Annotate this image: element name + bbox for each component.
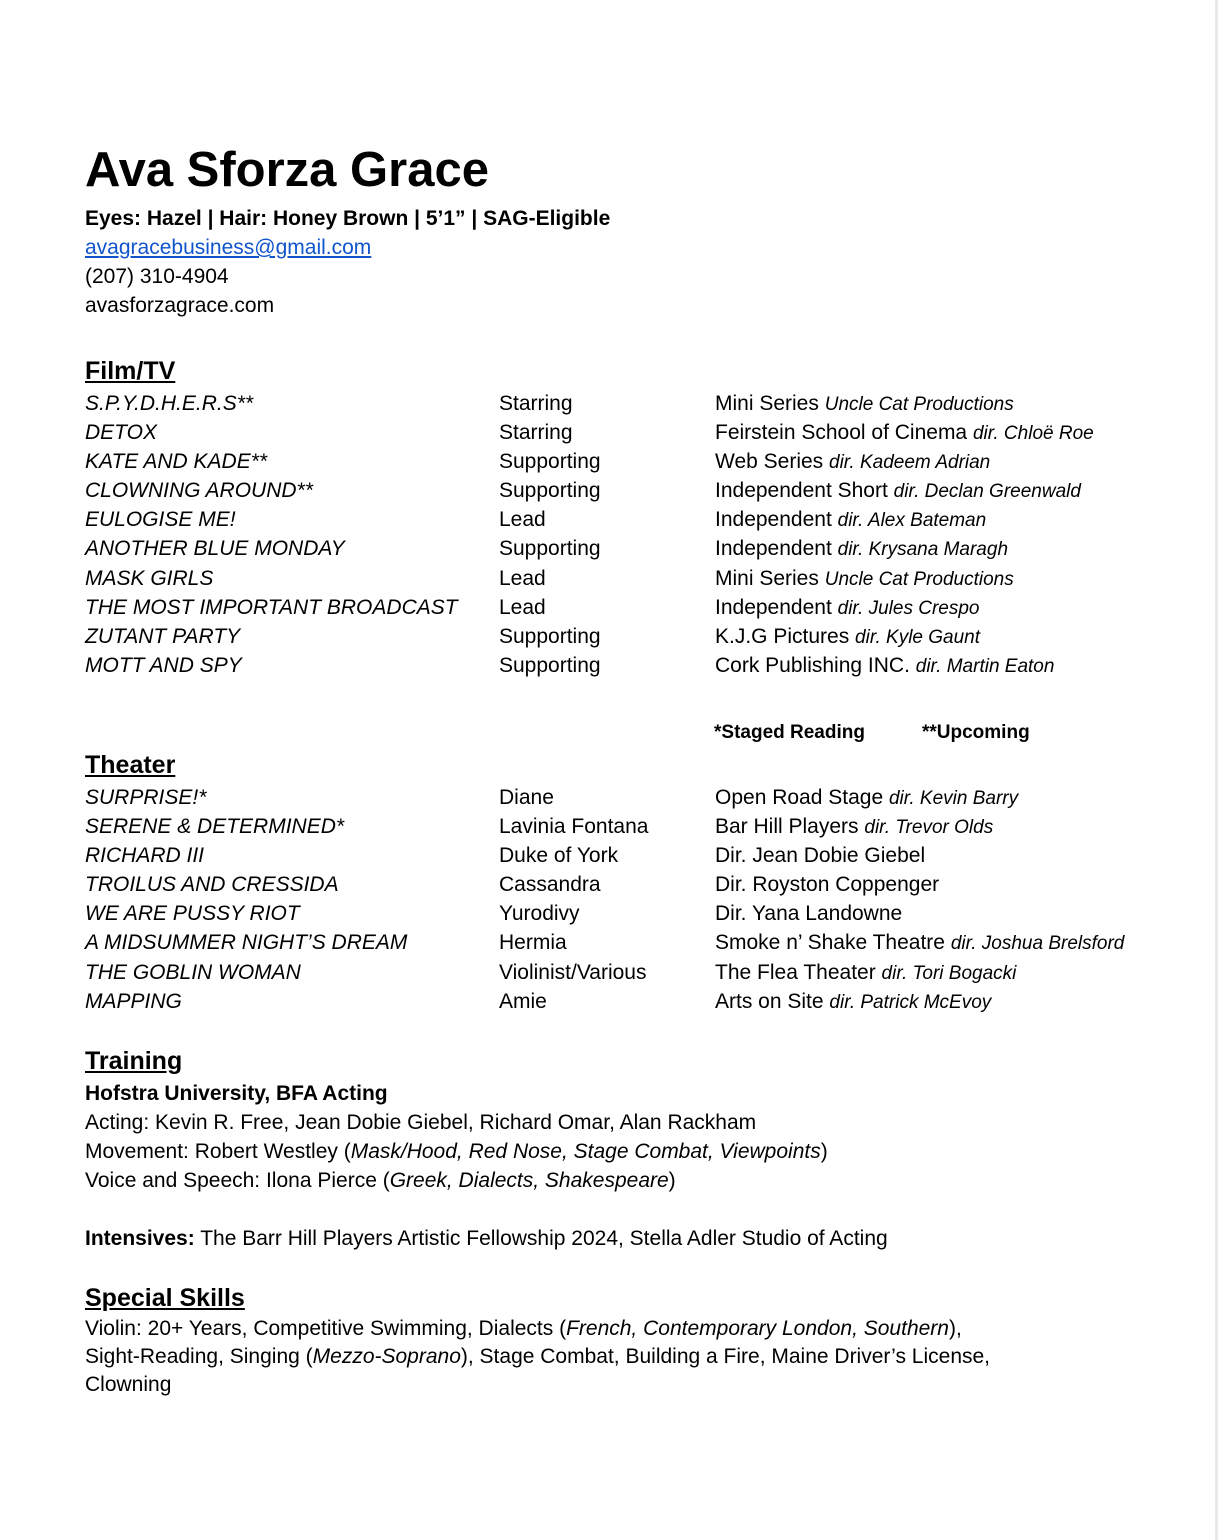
movement-prefix: Movement: Robert Westley ( (85, 1140, 351, 1163)
credit-director: dir. Tori Bogacki (881, 962, 1017, 984)
credit-director: dir. Alex Bateman (837, 510, 987, 532)
credit-venue: Independent (715, 508, 832, 532)
credit-production (715, 534, 1008, 564)
training-voice (85, 1166, 676, 1195)
credit-role: Supporting (499, 653, 601, 677)
credit-title: SERENE & DETERMINED* (85, 815, 345, 839)
credit-title: THE GOBLIN WOMAN (85, 960, 301, 984)
physical-stats: Eyes: Hazel | Hair: Honey Brown | 5’1” | SAG-Eligible (85, 207, 611, 230)
credit-title: DETOX (85, 421, 157, 445)
credit-production (715, 389, 1014, 419)
skills-line-3: Clowning (85, 1373, 172, 1396)
credit-venue: Mini Series (715, 566, 819, 590)
credit-title: S.P.Y.D.H.E.R.S** (85, 392, 254, 415)
credit-production (715, 958, 1016, 988)
credit-director: dir. Kevin Barry (888, 788, 1019, 809)
credit-row (85, 564, 1195, 593)
credit-venue: K.J.G Pictures (715, 624, 850, 648)
training-school: Hofstra University, BFA Acting (85, 1082, 388, 1105)
voice-close: ) (668, 1169, 676, 1192)
training-acting: Acting: Kevin R. Free, Jean Dobie Giebel, Richard Omar, Alan Rackham (85, 1111, 757, 1134)
skills-line-1-suffix: ), (948, 1317, 962, 1340)
credit-title: MOTT AND SPY (85, 653, 242, 677)
credit-role: Lead (499, 566, 546, 590)
credit-venue: Open Road Stage (715, 786, 884, 809)
voice-prefix: Voice and Speech: Ilona Pierce ( (85, 1169, 390, 1192)
credit-production (715, 476, 1081, 506)
credit-role: Yurodivy (499, 902, 580, 926)
credit-title: WE ARE PUSSY RIOT (85, 902, 300, 926)
credit-production (715, 593, 980, 623)
credit-role: Diane (499, 786, 554, 809)
credit-role: Cassandra (499, 873, 601, 897)
credit-row (85, 870, 1195, 899)
credit-role: Lead (499, 508, 546, 532)
credit-venue: Dir. Jean Dobie Giebel (715, 844, 926, 868)
credit-director: dir. Trevor Olds (864, 817, 994, 839)
credit-venue: Independent Short (715, 479, 888, 503)
credit-row (85, 447, 1195, 476)
credit-director: dir. Jules Crespo (837, 597, 980, 619)
credit-title: RICHARD III (85, 844, 205, 868)
credit-director: dir. Kadeem Adrian (829, 452, 991, 474)
credit-venue: Independent (715, 537, 832, 561)
credit-role: Starring (499, 392, 573, 415)
credit-role: Duke of York (499, 844, 619, 868)
credit-row (85, 505, 1195, 534)
credit-role: Supporting (499, 624, 601, 648)
credit-role: Supporting (499, 479, 601, 503)
credit-title: ZUTANT PARTY (85, 624, 241, 648)
credit-production (715, 870, 939, 899)
credit-production (715, 447, 990, 477)
credit-production (715, 505, 986, 535)
credit-row (85, 841, 1195, 870)
skills-line-1-prefix: Violin: 20+ Years, Competitive Swimming, Dialects ( (85, 1317, 567, 1340)
credit-title: CLOWNING AROUND** (85, 479, 313, 503)
credit-row (85, 928, 1195, 957)
credit-title: ANOTHER BLUE MONDAY (85, 537, 345, 561)
credit-production (715, 812, 993, 842)
credit-production (715, 899, 902, 928)
credit-venue: Web Series (715, 450, 824, 474)
credit-row (85, 812, 1195, 841)
credit-production (715, 841, 925, 870)
credit-row (85, 622, 1195, 651)
credit-row (85, 651, 1195, 680)
credit-role: Amie (499, 989, 547, 1013)
training-intensives (85, 1224, 888, 1253)
skills-line-2-detail: Mezzo-Soprano (312, 1345, 461, 1368)
credit-production (715, 651, 1054, 681)
credit-production (715, 622, 980, 652)
credit-production (715, 928, 1124, 958)
credit-director: dir. Joshua Brelsford (950, 933, 1125, 955)
credit-director: dir. Chloë Roe (972, 423, 1094, 445)
credit-title: MAPPING (85, 989, 182, 1013)
credit-row (85, 987, 1195, 1016)
website: avasforzagrace.com (85, 294, 275, 317)
credit-venue: The Flea Theater (715, 960, 876, 984)
credit-production (715, 783, 1018, 813)
credit-role: Violinist/Various (499, 960, 647, 984)
credit-production (715, 987, 991, 1017)
training-movement (85, 1137, 828, 1166)
credit-venue: Arts on Site (715, 989, 824, 1013)
legend-upcoming: **Upcoming (922, 722, 1030, 743)
credit-venue: Mini Series (715, 392, 819, 415)
film-tv-credits (85, 389, 1195, 680)
credit-title: KATE AND KADE** (85, 450, 268, 474)
credit-role: Lavinia Fontana (499, 815, 649, 839)
credit-production (715, 418, 1094, 448)
credit-venue: Independent (715, 595, 832, 619)
credit-row (85, 593, 1195, 622)
credit-row (85, 899, 1195, 928)
credit-row (85, 534, 1195, 563)
credit-title: MASK GIRLS (85, 566, 214, 590)
theater-heading: Theater (85, 751, 176, 779)
credit-venue: Smoke n’ Shake Theatre (715, 931, 945, 955)
phone-number: (207) 310-4904 (85, 265, 229, 288)
intensives-label: Intensives: (85, 1227, 195, 1250)
film-tv-heading: Film/TV (85, 357, 176, 385)
skills-line-2 (85, 1342, 990, 1371)
credit-role: Starring (499, 421, 573, 445)
credit-row (85, 783, 1195, 812)
email-link[interactable]: avagracebusiness@gmail.com (85, 236, 372, 259)
credit-role: Supporting (499, 450, 601, 474)
skills-line-2-prefix: Sight-Reading, Singing ( (85, 1345, 313, 1368)
credit-venue: Bar Hill Players (715, 815, 859, 839)
credit-venue: Dir. Yana Landowne (715, 902, 903, 926)
skills-line-2-suffix: ), Stage Combat, Building a Fire, Maine Driver’s License, (460, 1345, 991, 1368)
credit-production (715, 564, 1014, 594)
credit-director: dir. Patrick McEvoy (829, 991, 992, 1013)
credit-role: Lead (499, 595, 546, 619)
credit-role: Hermia (499, 931, 567, 955)
credit-director: dir. Declan Greenwald (893, 481, 1081, 503)
special-skills-heading: Special Skills (85, 1284, 245, 1312)
movement-detail: Mask/Hood, Red Nose, Stage Combat, Viewpoints (350, 1140, 821, 1163)
movement-close: ) (820, 1140, 828, 1163)
skills-line-1-detail: French, Contemporary London, Southern (566, 1317, 949, 1340)
credit-venue: Feirstein School of Cinema (715, 421, 968, 445)
credit-row (85, 958, 1195, 987)
credit-title: EULOGISE ME! (85, 508, 236, 532)
training-heading: Training (85, 1047, 183, 1075)
credit-title: A MIDSUMMER NIGHT’S DREAM (85, 931, 408, 955)
credit-venue: Cork Publishing INC. (715, 653, 910, 677)
voice-detail: Greek, Dialects, Shakespeare (389, 1169, 669, 1192)
legend-staged-reading: *Staged Reading (714, 722, 865, 743)
credit-title: THE MOST IMPORTANT BROADCAST (85, 595, 458, 619)
credit-director: Uncle Cat Productions (824, 568, 1014, 590)
theater-credits (85, 783, 1195, 1016)
credit-title: SURPRISE!* (85, 786, 207, 809)
credit-row (85, 389, 1195, 418)
credit-venue: Dir. Royston Coppenger (715, 873, 940, 897)
credit-director: Uncle Cat Productions (824, 394, 1014, 415)
credit-row (85, 476, 1195, 505)
credit-director: dir. Kyle Gaunt (855, 626, 981, 648)
intensives-text: The Barr Hill Players Artistic Fellowship 2024, Stella Adler Studio of Acting (200, 1227, 888, 1250)
credit-role: Supporting (499, 537, 601, 561)
credit-director: dir. Krysana Maragh (837, 539, 1009, 561)
skills-line-1 (85, 1314, 962, 1343)
resume-name: Ava Sforza Grace (85, 143, 489, 197)
credit-director: dir. Martin Eaton (915, 655, 1055, 677)
credit-title: TROILUS AND CRESSIDA (85, 873, 339, 897)
credit-row (85, 418, 1195, 447)
